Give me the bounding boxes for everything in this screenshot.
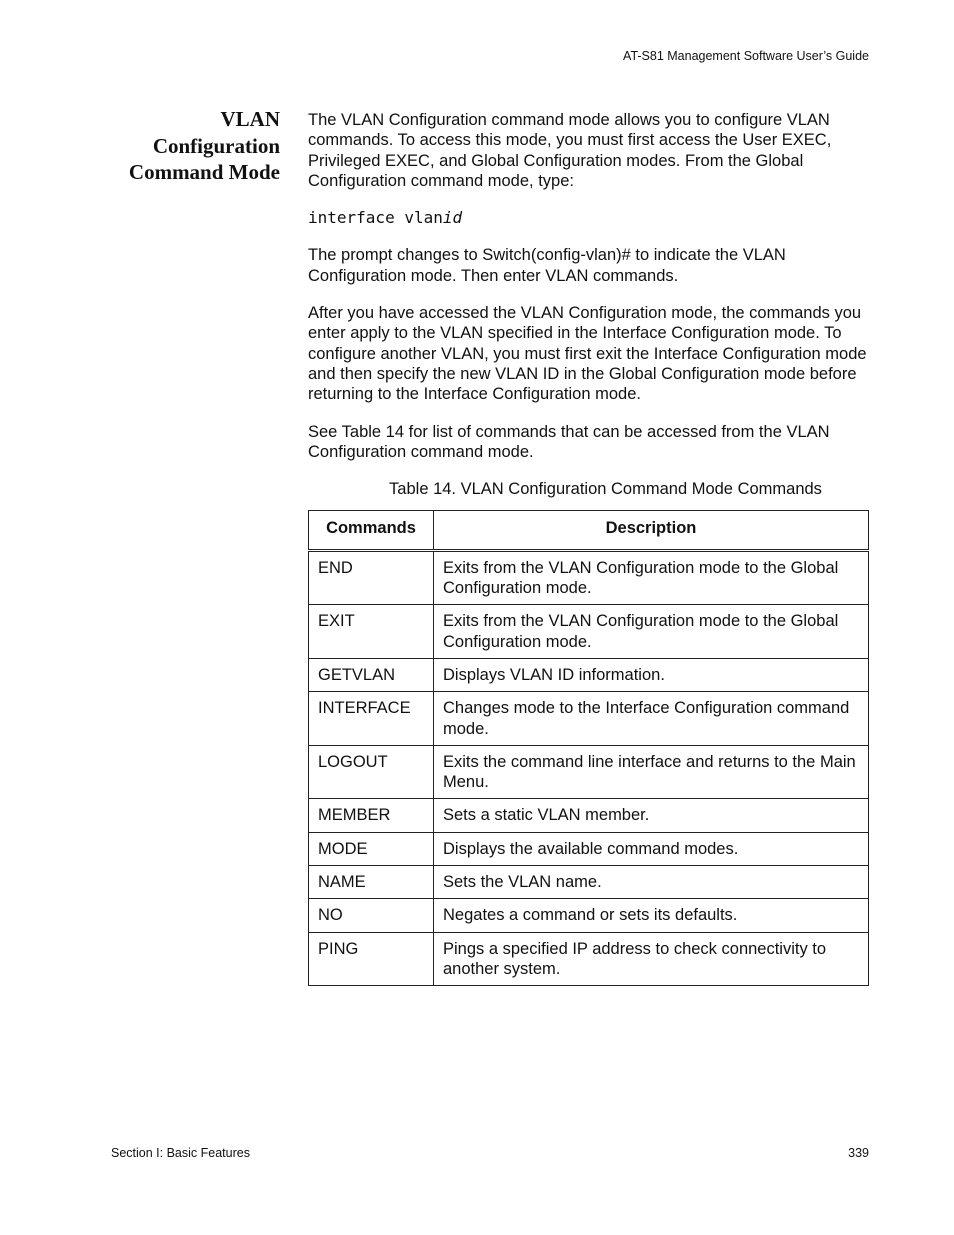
description-cell: Sets a static VLAN member. [434, 799, 869, 832]
command-cell: INTERFACE [309, 692, 434, 746]
table-row [309, 550, 869, 605]
description-cell: Exits from the VLAN Configuration mode to the Global Configuration mode. [434, 605, 869, 659]
table-row [309, 932, 869, 986]
table-header-row [309, 511, 869, 550]
table-row [309, 658, 869, 691]
command-cell: END [309, 550, 434, 605]
section-heading-line: Configuration [152, 133, 280, 158]
command-cell: MEMBER [309, 799, 434, 832]
section-heading-line: Command Mode [128, 160, 280, 184]
description-cell: Negates a command or sets its defaults. [434, 899, 869, 932]
description-cell: Changes mode to the Interface Configuration command mode. [434, 692, 869, 746]
description-cell: Displays the available command modes. [434, 832, 869, 865]
paragraph-prompt: The prompt changes to Switch(config-vlan)# to indicate the VLAN Configuration mode. Then enter VLAN commands. [308, 246, 786, 285]
description-cell: Displays VLAN ID information. [434, 658, 869, 691]
command-cell: NO [309, 899, 434, 932]
commands-table [308, 510, 869, 986]
paragraph-scope: After you have accessed the VLAN Configuration mode, the commands you enter apply to the VLAN specified in the Interface Configuration mode. To configure another VLAN, you must first exit the Interface Configuration mode and then specify the new VLAN ID in the Global Configuration mode before returning to the Interface Configuration mode. [308, 304, 867, 404]
description-cell: Pings a specified IP address to check connectivity to another system. [434, 932, 869, 986]
section-heading-line: VLAN [220, 107, 280, 131]
table-row [309, 692, 869, 746]
command-cell: NAME [309, 866, 434, 899]
description-cell: Sets the VLAN name. [434, 866, 869, 899]
command-variable: id [442, 208, 463, 228]
command-cell: EXIT [309, 605, 434, 659]
command-cell: PING [309, 932, 434, 986]
paragraph-table-ref: See Table 14 for list of commands that can be accessed from the VLAN Configuration command mode. [308, 422, 830, 461]
column-header-commands: Commands [309, 511, 434, 550]
table-row [309, 605, 869, 659]
column-header-description: Description [434, 511, 869, 550]
page-number: 339 [848, 1146, 869, 1160]
description-cell: Exits the command line interface and returns to the Main Menu. [434, 745, 869, 799]
command-text: interface vlan [308, 208, 443, 228]
table-row [309, 799, 869, 832]
table-row [309, 832, 869, 865]
table-row [309, 899, 869, 932]
table-caption: Table 14. VLAN Configuration Command Mode Commands [389, 480, 822, 499]
command-cell: MODE [309, 832, 434, 865]
running-header: AT-S81 Management Software User’s Guide [623, 49, 869, 63]
body-content [308, 110, 873, 986]
description-cell: Exits from the VLAN Configuration mode to the Global Configuration mode. [434, 550, 869, 605]
command-cell: GETVLAN [309, 658, 434, 691]
command-syntax [308, 208, 873, 228]
footer-section: Section I: Basic Features [111, 1146, 250, 1160]
command-cell: LOGOUT [309, 745, 434, 799]
section-heading [100, 106, 280, 186]
paragraph-intro: The VLAN Configuration command mode allows you to configure VLAN commands. To access this mode, you must first access the User EXEC, Privileged EXEC, and Global Configuration modes. From the Global Configuration command mode, type: [308, 111, 832, 190]
table-row [309, 745, 869, 799]
table-row [309, 866, 869, 899]
table-body [309, 550, 869, 985]
